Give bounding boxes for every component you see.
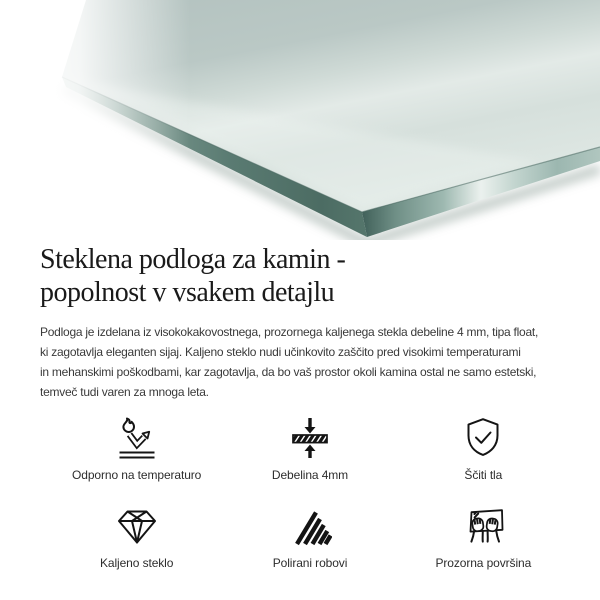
feature-protects-floor [397, 415, 570, 482]
feature-label: Ščiti tla [464, 468, 503, 482]
description-line: temveč tudi varen za mnoga leta. [40, 385, 209, 399]
thickness-4mm-icon [288, 415, 332, 461]
feature-heat-resistant [50, 415, 223, 482]
feature-label: Prozorna površina [435, 556, 532, 570]
page-title-line2: popolnost v vsakem detajlu [40, 277, 335, 308]
content-section [0, 243, 600, 570]
hands-on-surface-icon [461, 503, 505, 549]
feature-label: Polirani robovi [272, 556, 348, 570]
description-line: in mehanskimi poškodbami, kar zagotavlja, da bo vaš prostor okoli kamina ostal ne samo estetski, [40, 365, 537, 379]
page-title-line1: Steklena podloga za kamin - [40, 244, 346, 275]
polished-edges-icon [288, 503, 332, 549]
feature-label: Debelina 4mm [271, 468, 349, 482]
shield-check-icon [461, 415, 505, 461]
heat-resistant-icon [115, 415, 159, 461]
glass-pane-illustration [0, 0, 600, 240]
feature-transparent-surface [397, 503, 570, 570]
page-title [40, 243, 580, 309]
diamond-icon [115, 503, 159, 549]
feature-thickness [223, 415, 396, 482]
feature-label: Odporno na temperaturo [72, 468, 202, 482]
feature-polished-edges [223, 503, 396, 570]
description-line: ki zagotavlja eleganten sijaj. Kaljeno steklo nudi učinkovito zaščito pred visokimi temperaturami [40, 345, 521, 359]
description-text [40, 322, 580, 402]
product-image-glass-pane [0, 0, 600, 240]
feature-label: Kaljeno steklo [100, 556, 174, 570]
description-line: Podloga je izdelana iz visokokakovostnega, prozornega kaljenega stekla debeline 4 mm, tipa float, [40, 325, 539, 339]
feature-tempered-glass [50, 503, 223, 570]
features-grid [40, 415, 580, 570]
